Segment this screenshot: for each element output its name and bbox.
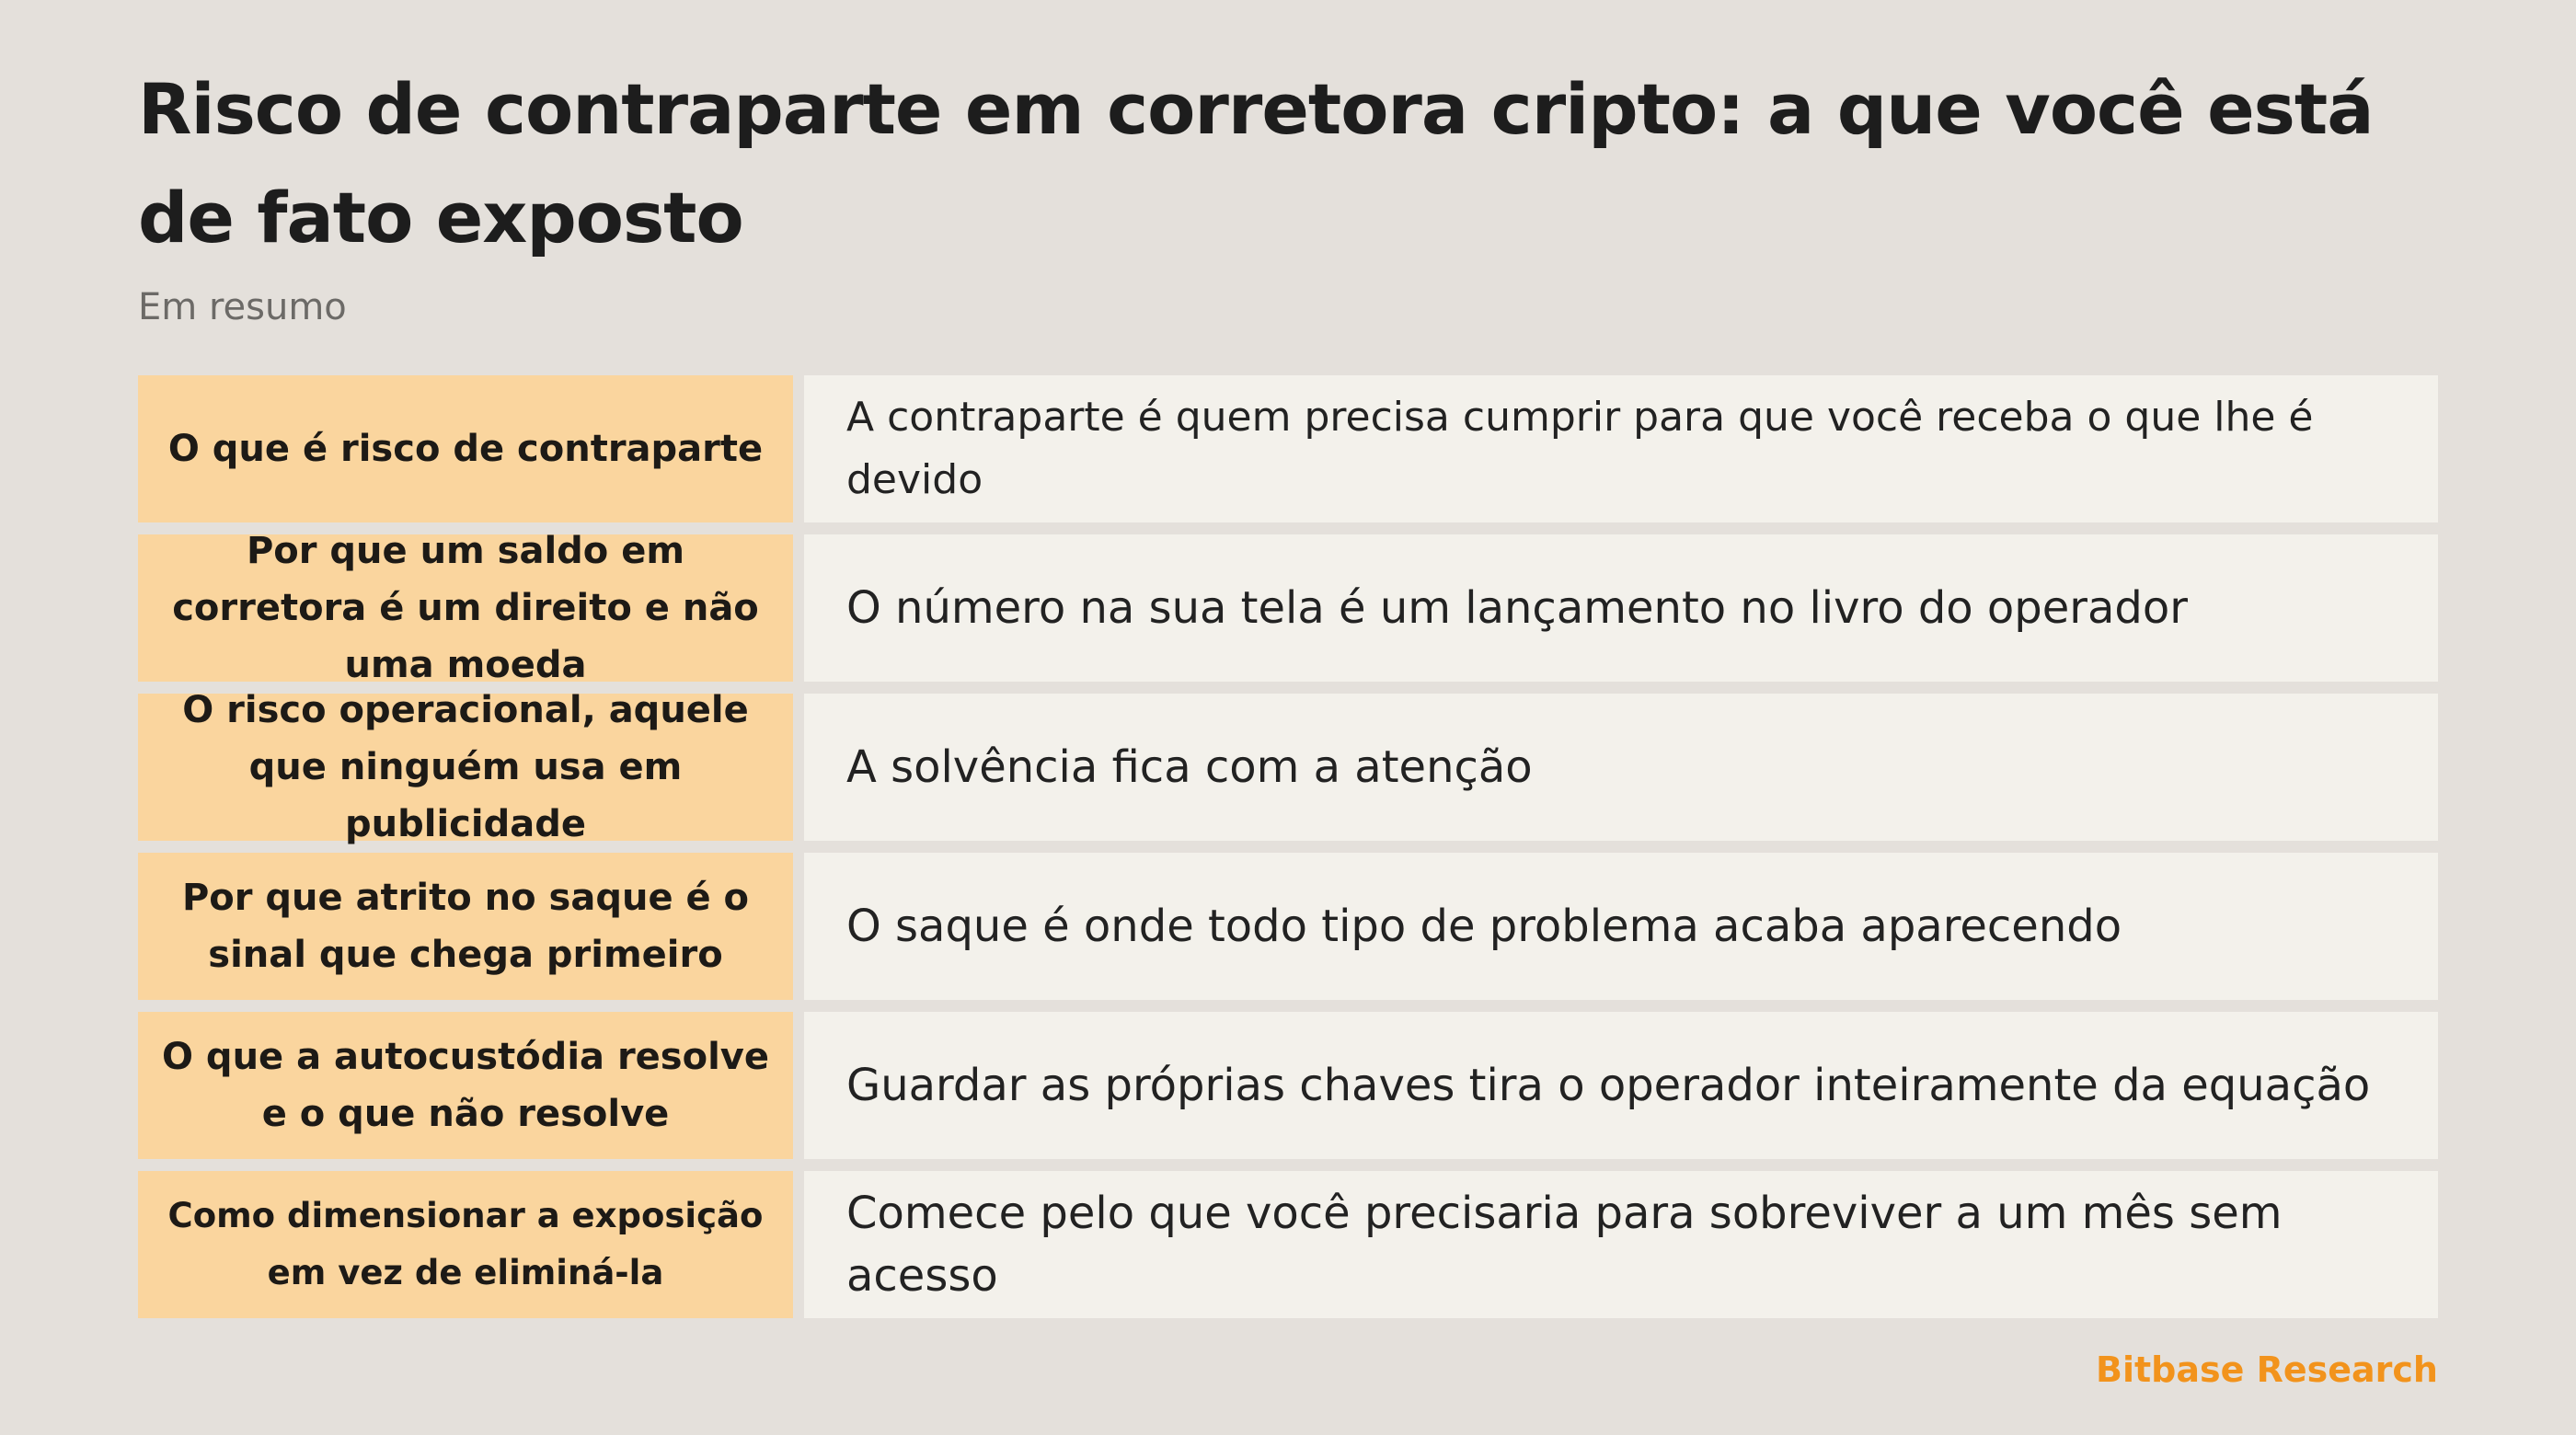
row-value: O saque é onde todo tipo de problema acaba aparecendo bbox=[804, 853, 2438, 1000]
table-row bbox=[138, 689, 2438, 845]
row-value: O número na sua tela é um lançamento no livro do operador bbox=[804, 534, 2438, 682]
row-label: Como dimensionar a exposição em vez de eliminá-la bbox=[138, 1171, 793, 1318]
page-title: Risco de contraparte em corretora cripto: a que você está de fato exposto bbox=[138, 68, 2374, 258]
row-label: O que a autocustódia resolve e o que não resolve bbox=[138, 1012, 793, 1159]
summary-table bbox=[138, 375, 2438, 1318]
row-label: O risco operacional, aquele que ninguém usa em publicidade bbox=[138, 694, 793, 841]
table-row bbox=[138, 375, 2438, 522]
row-label: Por que um saldo em corretora é um direito e não uma moeda bbox=[138, 534, 793, 682]
row-value: Guardar as próprias chaves tira o operador inteiramente da equação bbox=[804, 1012, 2438, 1159]
page-subtitle: Em resumo bbox=[138, 286, 347, 328]
table-row bbox=[138, 1171, 2438, 1318]
row-label: Por que atrito no saque é o sinal que chega primeiro bbox=[138, 853, 793, 1000]
summary-page bbox=[138, 0, 2438, 1435]
row-value: Comece pelo que você precisaria para sobreviver a um mês sem acesso bbox=[804, 1171, 2438, 1318]
brand-footer: Bitbase Research bbox=[2095, 1349, 2438, 1390]
row-label: O que é risco de contraparte bbox=[138, 375, 793, 522]
row-value: A contraparte é quem precisa cumprir para que você receba o que lhe é devido bbox=[804, 375, 2438, 522]
row-value: A solvência fica com a atenção bbox=[804, 694, 2438, 841]
table-row bbox=[138, 530, 2438, 686]
table-row bbox=[138, 1012, 2438, 1159]
table-row bbox=[138, 853, 2438, 1000]
